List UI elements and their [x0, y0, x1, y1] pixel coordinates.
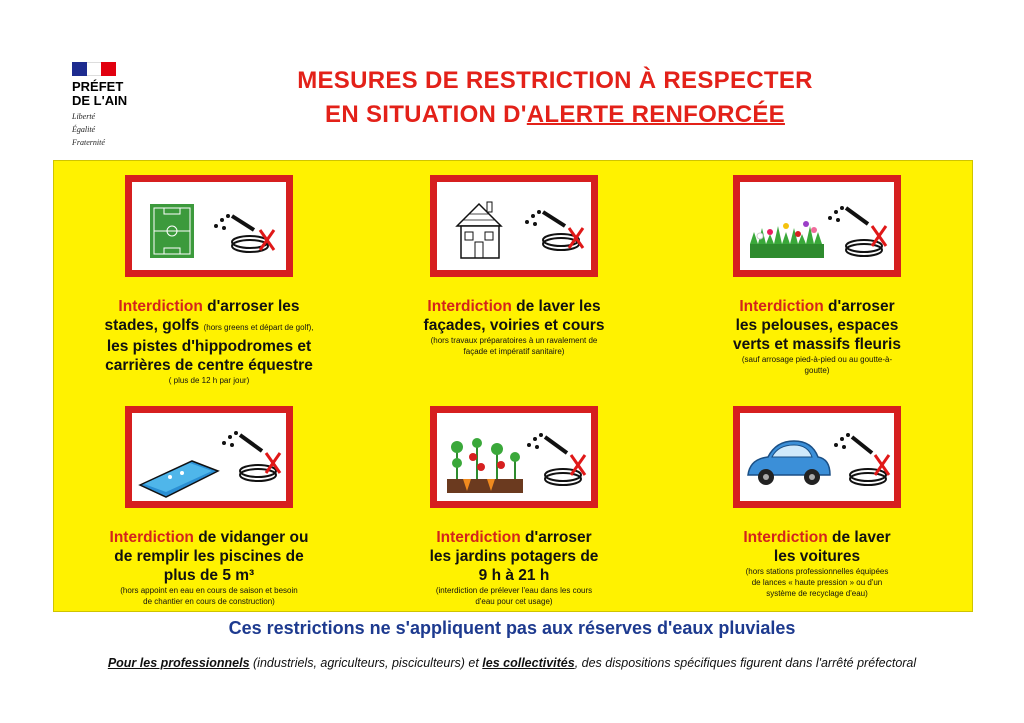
- card-text: façades, voiries et cours: [423, 317, 605, 334]
- card-small-note: (hors greens et départ de golf),: [203, 323, 314, 332]
- hose-icon: [834, 433, 889, 485]
- sign-piscines: [125, 406, 293, 508]
- sign-voitures: [733, 406, 901, 508]
- card-note: d'eau pour cet usage): [475, 597, 553, 606]
- professionals-notice: [0, 656, 1024, 670]
- motto-fraternite: Fraternité: [72, 138, 105, 147]
- card-text: plus de 5 m³: [163, 567, 255, 584]
- card-note: de lances « haute pression » ou d'un: [751, 578, 883, 587]
- card-text: les jardins potagers de: [429, 548, 599, 565]
- card-text: de laver: [827, 529, 891, 546]
- card-text: de laver les: [511, 298, 601, 315]
- interdiction-label: Interdiction: [739, 298, 824, 315]
- page-title: [200, 64, 910, 132]
- card-note: système de recyclage d'eau): [766, 589, 868, 598]
- card-note: (hors travaux préparatoires à un ravalement de: [430, 336, 598, 345]
- rainwater-notice: Ces restrictions ne s'appliquent pas aux réserves d'eaux pluviales: [228, 618, 796, 638]
- hose-icon: [527, 433, 585, 485]
- card-text: de vidanger ou: [193, 529, 309, 546]
- interdiction-label: Interdiction: [118, 298, 203, 315]
- title-line2: [200, 98, 910, 132]
- collectivites-detail: , des dispositions spécifiques figurent dans l'arrêté préfectoral: [574, 656, 917, 670]
- card-text: d'arroser: [823, 298, 895, 315]
- card-potagers: [364, 406, 664, 607]
- logo-title-line1: PRÉFET: [72, 79, 124, 94]
- card-note: façade et impératif sanitaire): [463, 347, 565, 356]
- prefet-logo: [72, 62, 192, 147]
- sign-pelouses: [733, 175, 901, 277]
- card-text: carrières de centre équestre: [105, 357, 313, 374]
- swimming-pool-icon: [132, 413, 286, 501]
- card-text: d'arroser: [520, 529, 592, 546]
- title-line2-alert: ALERTE RENFORCÉE: [526, 101, 785, 128]
- card-text: verts et massifs fleuris: [732, 336, 901, 353]
- card-pelouses: [667, 175, 967, 376]
- card-text: les voitures: [773, 548, 861, 565]
- football-field-icon: [132, 182, 286, 270]
- card-text: les pistes d'hippodromes et: [106, 338, 312, 355]
- flower-lawn-icon: [740, 182, 894, 270]
- title-line1: MESURES DE RESTRICTION À RESPECTER: [297, 67, 813, 94]
- card-piscines: [59, 406, 359, 607]
- restrictions-panel: [53, 160, 973, 612]
- card-note: (sauf arrosage pied-à-pied ou au goutte-à-: [741, 355, 893, 364]
- sign-stades: [125, 175, 293, 277]
- card-note: goutte): [804, 366, 830, 375]
- card-note: (hors appoint en eau en cours de saison et besoin: [120, 586, 298, 595]
- interdiction-label: Interdiction: [427, 298, 512, 315]
- professionals-detail: (industriels, agriculteurs, pisciculteurs) et: [249, 656, 483, 670]
- card-facades: [364, 175, 664, 357]
- card-stades: [59, 175, 359, 386]
- interdiction-label: Interdiction: [436, 529, 521, 546]
- card-text: 9 h à 21 h: [478, 567, 550, 584]
- professionals-label: Pour les professionnels: [107, 656, 250, 670]
- hose-icon: [214, 214, 274, 252]
- card-voitures: [667, 406, 967, 599]
- logo-title-line2: DE L'AIN: [72, 93, 128, 108]
- sign-facades: [430, 175, 598, 277]
- card-note: (interdiction de prélever l'eau dans les cours: [435, 586, 593, 595]
- card-note: (hors stations professionnelles équipées: [745, 567, 889, 576]
- hose-icon: [828, 206, 886, 256]
- card-note: ( plus de 12 h par jour): [168, 376, 250, 385]
- card-text: d'arroser les: [202, 298, 300, 315]
- card-text: stades, golfs: [104, 317, 204, 334]
- motto-egalite: Égalité: [72, 125, 96, 134]
- interdiction-label: Interdiction: [743, 529, 828, 546]
- car-icon: [740, 413, 894, 501]
- vegetable-garden-icon: [437, 413, 591, 501]
- card-note: de chantier en cours de construction): [143, 597, 275, 606]
- title-line2-prefix: EN SITUATION D': [325, 101, 527, 128]
- house-icon: [437, 182, 591, 270]
- collectivites-label: les collectivités: [482, 656, 575, 670]
- card-text: de remplir les piscines de: [114, 548, 304, 565]
- card-text: les pelouses, espaces: [735, 317, 899, 334]
- sign-potagers: [430, 406, 598, 508]
- motto-liberte: Liberté: [72, 112, 96, 121]
- french-flag-icon: [72, 62, 116, 76]
- hose-icon: [525, 210, 583, 250]
- hose-icon: [222, 431, 280, 481]
- interdiction-label: Interdiction: [109, 529, 194, 546]
